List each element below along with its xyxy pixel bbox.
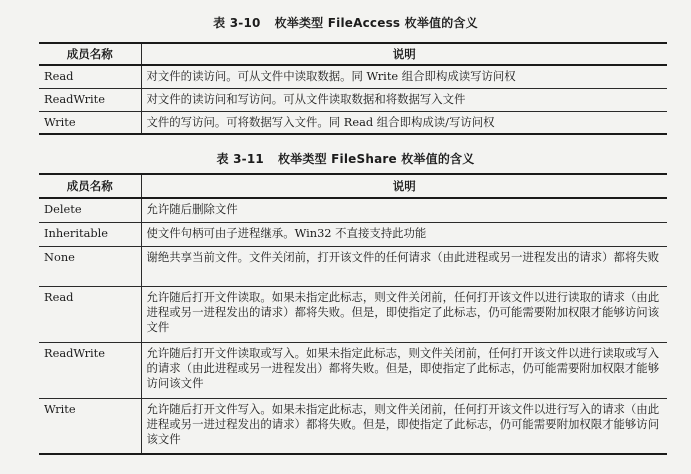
table1-caption-title: 枚举类型 FileAccess 枚举值的含义 bbox=[274, 16, 478, 30]
table-row bbox=[39, 398, 667, 454]
table1-header-name: 成员名称 bbox=[39, 43, 141, 65]
member-description: 对文件的读访问。可从文件中读取数据。同 Write 组合即构成读写访问权 bbox=[141, 65, 667, 88]
member-description: 允许随后打开文件写入。如果未指定此标志，则文件关闭前，任何打开该文件以进行写入的请求（由此进程或另一进过程发出的请求）都将失败。但是，即使指定了此标志，仍可能需要附加权限才能够访问该文件 bbox=[141, 398, 667, 454]
member-name: Read bbox=[39, 65, 141, 88]
table2-caption-number: 表 3-11 bbox=[216, 152, 264, 166]
member-name: ReadWrite bbox=[39, 88, 141, 111]
member-name: Inheritable bbox=[39, 222, 141, 246]
table-row bbox=[39, 286, 667, 342]
table1-caption bbox=[0, 15, 691, 31]
table1-header-row bbox=[39, 43, 667, 65]
member-description: 文件的写访问。可将数据写入文件。同 Read 组合即构成读/写访问权 bbox=[141, 111, 667, 134]
table-row bbox=[39, 342, 667, 398]
table2-caption-title: 枚举类型 FileShare 枚举值的含义 bbox=[277, 152, 475, 166]
member-name: None bbox=[39, 246, 141, 286]
table-row bbox=[39, 88, 667, 111]
table1-header-desc: 说明 bbox=[141, 43, 667, 65]
table1-caption-number: 表 3-10 bbox=[213, 16, 261, 30]
table-row bbox=[39, 111, 667, 134]
member-description: 允许随后删除文件 bbox=[141, 198, 667, 222]
table2-header-name: 成员名称 bbox=[39, 174, 141, 198]
member-description: 允许随后打开文件读取或写入。如果未指定此标志，则文件关闭前，任何打开该文件以进行读取或写入的请求（由此进程或另一进程发出）都将失败。但是，即使指定了此标志，仍可能需要附加权限才能够访问该文件 bbox=[141, 342, 667, 398]
table-fileaccess bbox=[39, 42, 667, 135]
table2-caption bbox=[0, 151, 691, 167]
member-description: 允许随后打开文件读取。如果未指定此标志，则文件关闭前，任何打开该文件以进行读取的请求（由此进程或另一进程发出的请求）都将失败。但是，即使指定了此标志，仍可能需要附加权限才能够访问该文件 bbox=[141, 286, 667, 342]
table-row bbox=[39, 222, 667, 246]
member-name: ReadWrite bbox=[39, 342, 141, 398]
member-description: 使文件句柄可由子进程继承。Win32 不直接支持此功能 bbox=[141, 222, 667, 246]
table-row bbox=[39, 246, 667, 286]
member-description: 对文件的读访问和写访问。可从文件读取数据和将数据写入文件 bbox=[141, 88, 667, 111]
member-name: Write bbox=[39, 398, 141, 454]
table2-header-desc: 说明 bbox=[141, 174, 667, 198]
member-name: Delete bbox=[39, 198, 141, 222]
table2-header-row bbox=[39, 174, 667, 198]
member-name: Write bbox=[39, 111, 141, 134]
table-row bbox=[39, 65, 667, 88]
table-row bbox=[39, 198, 667, 222]
table-fileshare bbox=[39, 173, 667, 455]
member-description: 谢绝共享当前文件。文件关闭前，打开该文件的任何请求（由此进程或另一进程发出的请求）都将失败 bbox=[141, 246, 667, 286]
member-name: Read bbox=[39, 286, 141, 342]
